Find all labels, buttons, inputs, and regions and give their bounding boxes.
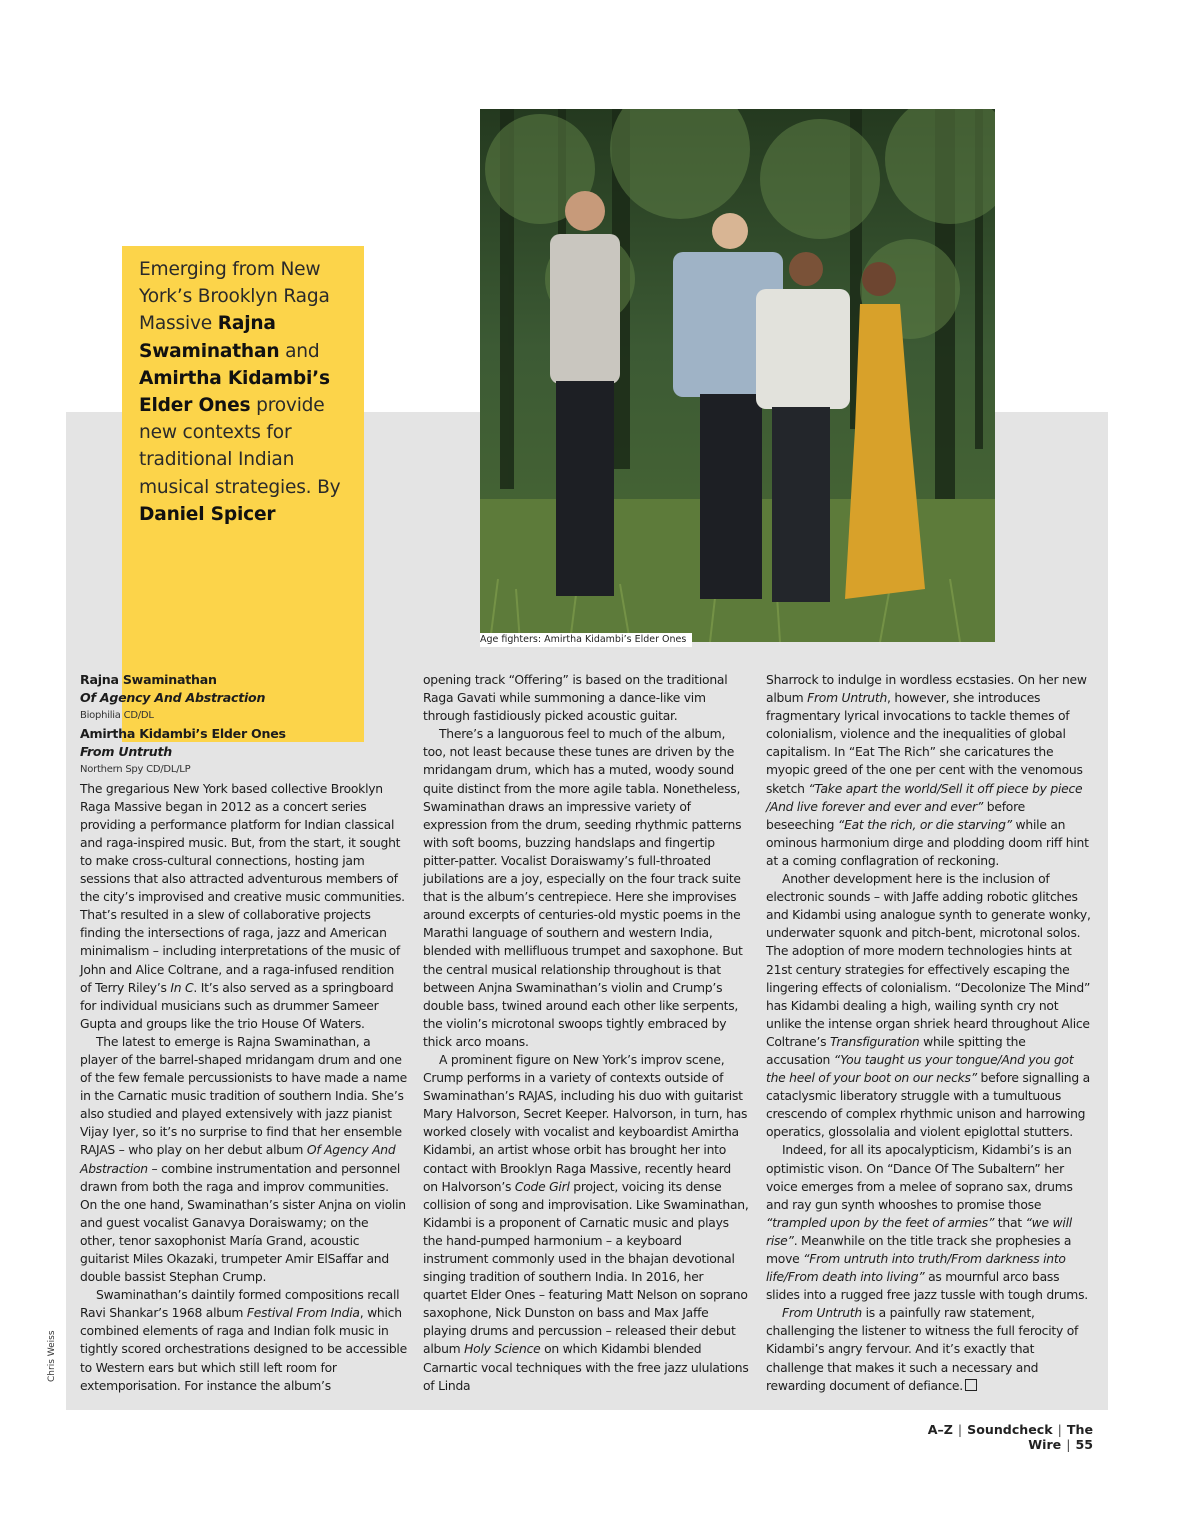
body-paragraph-continued: opening track “Offering” is based on the traditional Raga Gavati while summoning a dance-like vim through fastidiously picked acoustic guitar. [423,673,728,724]
footer-section: A–Z [927,1422,953,1437]
column-3 [766,671,1093,1395]
body-paragraph: There’s a languorous feel to much of the album, too, not least because these tunes are driven by the mridangam drum, which has a muted, woody sound quite distinct from the more agile tabla. Nonetheless, Swaminathan draws an impressive variety of expression from the drum, seeding rhythmic patterns with soft booms, buzzing handslaps and fingertip pitter-patter. Vocalist Doraiswamy’s full-throated jubilations are a joy, especially on the four track suite that is the album’s centrepiece. Here she improvises around excerpts of centuries-old mystic poems in the Marathi language of southern and western India, blended with mellifluous trumpet and saxophone. But the central musical relationship throughout is that between Anjna Swaminathan’s violin and Crump’s double bass, twined around each other like serpents, the violin’s microtonal swoops tightly embraced by thick arco moans. [423,727,743,1049]
body-paragraph: The latest to emerge is Rajna Swaminathan, a player of the barrel-shaped mridangam drum and one of the few female percussionists to have made a name in the Carnatic music tradition of southern India. She’s also studied and played extensively with jazz pianist Vijay Iyer, so it’s no surprise to find that her ensemble RAJAS – who play on her debut album Of Agency And Abstraction – combine instrumentation and personnel drawn from both the raga and improv communities. On the one hand, Swaminathan’s sister Anjna on violin and guest vocalist Ganavya Doraiswamy; on the other, tenor saxophonist María Grand, acoustic guitarist Miles Okazaki, trumpeter Amir ElSaffar and double bassist Stephan Crump. [80,1034,407,1285]
standfirst-author: Daniel Spicer [139,503,276,525]
body-paragraph: Swaminathan’s daintily formed compositions recall Ravi Shankar’s 1968 album Festival From India, which combined elements of raga and Indian folk music in tightly scored orchestrations designed to be accessible to Western ears but which still left room for extemporisation. For instance the album’s [80,1288,407,1393]
footer-magazine: The Wire [1028,1422,1093,1452]
body-paragraph-continued: Sharrock to indulge in wordless ecstasies. On her new album From Untruth, however, she introduces fragmentary lyrical invocations to tackle themes of colonialism, violence and the inequalities of global capitalism. In “Eat The Rich” she caricatures the myopic greed of the one per cent with the venomous sketch “Take apart the world/Sell it off piece by piece /And live forever and ever and ever” before beseeching “Eat the rich, or die starving” while an ominous harmonium dirge and plodding doom riff hint at a coming conflagration of reckoning. [766,673,1089,868]
review-label: Biophilia CD/DL [80,710,154,722]
review-artist: Amirtha Kidambi’s Elder Ones [80,726,286,742]
band-photo [480,109,995,642]
footer-subsection: Soundcheck [967,1422,1053,1437]
column-2 [423,671,749,1395]
standfirst-text: and [279,340,320,362]
page-footer: A–Z | Soundcheck | The Wire | 55 [927,1422,1093,1452]
review-artist: Rajna Swaminathan [80,672,217,687]
column-1 [80,671,407,1395]
page-number: 55 [1075,1437,1093,1452]
standfirst-artist-2: Amirtha Kidambi’s Elder Ones [139,367,330,417]
photo-credit: Chris Weiss [47,1330,57,1382]
body-paragraph: A prominent figure on New York’s improv scene, Crump performs in a variety of contexts outside of Swaminathan’s RAJAS, including his duo with guitarist Mary Halvorson, Secret Keeper. Halvorson, in turn, has worked closely with vocalist and keyboardist Amirtha Kidambi, an artist whose orbit has brought her into contact with Brooklyn Raga Massive, recently heard on Halvorson’s Code Girl project, voicing its dense collision of song and improvisation. Like Swaminathan, Kidambi is a proponent of Carnatic music and plays the hand-pumped harmonium – a keyboard instrument commonly used in the bhajan devotional singing tradition of southern India. In 2016, her quartet Elder Ones – featuring Matt Nelson on soprano saxophone, Nick Dunston on bass and Max Jaffe playing drums and percussion – released their debut album Holy Science on which Kidambi blended Carnartic vocal techniques with the free jazz ululations of Linda [423,1052,749,1393]
body-paragraph: Another development here is the inclusion of electronic sounds – with Jaffe adding robotic glitches and Kidambi using analogue synth to generate wonky, underwater squonk and pitch-bent, microtonal solos. The adoption of more modern technologies hints at 21st century strategies for effectively escaping the lingering effects of colonialism. “Decolonize The Mind” has Kidambi dealing a high, wailing synth cry not unlike the intense organ shriek heard throughout Alice Coltrane’s Transfiguration while spitting the accusation “You taught us your tongue/And you got the heel of your boot on our necks” before signalling a cataclysmic liberatory struggle with a tumultuous crescendo of complex rhythmic unison and harrowing operatics, glossolalia and violent epiglottal stutters. [766,872,1091,1140]
band-photo-illustration [480,109,995,642]
body-paragraph: Indeed, for all its apocalypticism, Kidambi’s is an optimistic vison. On “Dance Of The Subaltern” her voice emerges from a melee of soprano sax, drums and ray gun synth whooshes to promise those “trampled upon by the feet of armies” that “we will rise”. Meanwhile on the title track she prophesies a move “From untruth into truth/From darkness into life/From death into living” as mournful arco bass slides into a rugged free jazz tussle with tough drums. [766,1143,1088,1303]
standfirst-text: Emerging from New York’s Brooklyn Raga Massive [139,259,330,335]
body-paragraph: From Untruth is a painfully raw statement, challenging the listener to witness the full ferocity of Kidambi’s angry fervour. And it’s exactly that challenge that makes it such a necessary and rewarding document of defiance. [766,1306,1079,1393]
photo-caption: Age fighters: Amirtha Kidambi’s Elder Ones [480,633,692,647]
body-paragraph: The gregarious New York based collective Brooklyn Raga Massive began in 2012 as a concert series providing a performance platform for Indian classical and raga-inspired music. But, from the start, it sought to make cross-cultural connections, hosting jam sessions that also attracted adventurous members of the city’s improvised and creative music communities. That’s resulted in a slew of collaborative projects finding the intersections of raga, jazz and American minimalism – including interpretations of the music of John and Alice Coltrane, and a raga-infused rendition of Terry Riley’s In C. It’s also served as a springboard for individual musicians such as drummer Sameer Gupta and groups like the trio House Of Waters. [80,781,405,1031]
review-title: Of Agency And Abstraction [80,690,266,706]
end-mark-icon [965,1379,977,1391]
review-title: From Untruth [80,744,172,760]
standfirst-text: provide new contexts for traditional Indian musical strategies. By [139,395,341,498]
standfirst [139,256,353,528]
review-label: Northern Spy CD/DL/LP [80,764,191,776]
standfirst-artist-1: Rajna Swaminathan [139,313,280,362]
